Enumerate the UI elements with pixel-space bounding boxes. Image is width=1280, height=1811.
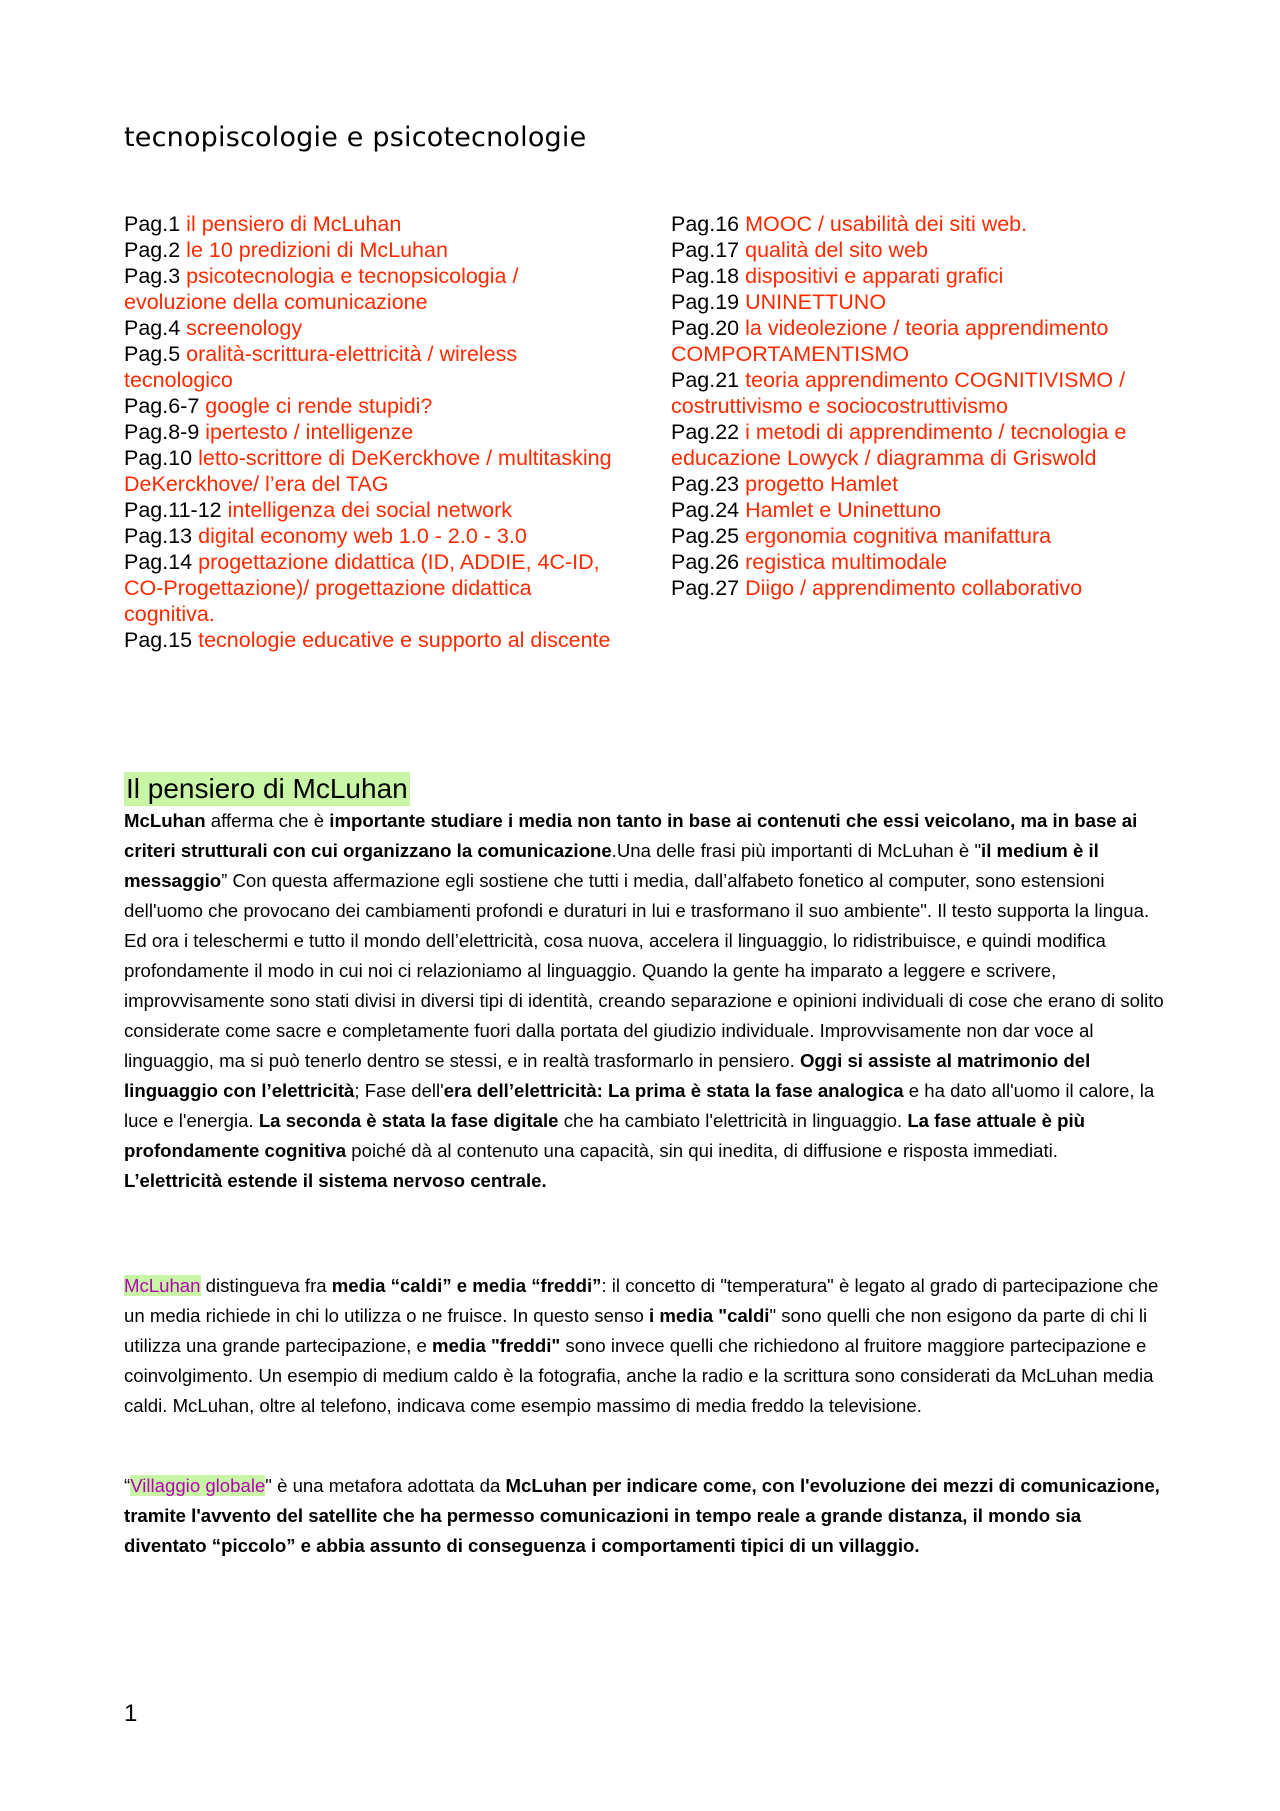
toc-item (124, 341, 624, 393)
bold-text: i media "caldi (649, 1305, 770, 1326)
toc-page-ref: Pag.8-9 (124, 420, 206, 444)
table-of-contents-left (124, 211, 624, 653)
toc-page-ref: Pag.13 (124, 524, 199, 548)
toc-item (671, 289, 1191, 315)
text-run: afferma che è (205, 810, 330, 831)
highlighted-term: Villaggio globale (130, 1475, 266, 1496)
toc-topic: google ci rende stupidi? (205, 394, 433, 418)
toc-item (671, 419, 1191, 471)
toc-item (124, 497, 624, 523)
toc-topic: dispositivi e apparati grafici (745, 264, 1004, 288)
toc-page-ref: Pag.6-7 (124, 394, 206, 418)
toc-page-ref: Pag.27 (671, 576, 746, 600)
toc-topic: letto-scrittore di DeKerckhove / multitasking DeKerckhove/ l’era del TAG (124, 446, 612, 496)
toc-topic: oralità-scrittura-elettricità / wireless tecnologico (124, 342, 518, 392)
toc-item (671, 523, 1191, 549)
toc-topic: ergonomia cognitiva manifattura (745, 524, 1052, 548)
bold-text: La fase attuale è più profondamente cognitiva (124, 1110, 1086, 1161)
toc-topic: qualità del sito web (745, 238, 928, 262)
bold-text: importante studiare i media non tanto in base ai contenuti che essi veicolano, ma in base ai criteri strutturali con cui organizzano la comunicazione (124, 810, 1138, 861)
highlighted-term: McLuhan (124, 1275, 201, 1296)
text-run: “ (124, 1475, 131, 1496)
text-run: ” Con questa affermazione egli sostiene che tutti i media, dall’alfabeto fonetico al computer, sono estensioni dell'uomo che provocano dei cambiamenti profondi e duraturi in lui e trasformano il suo ambiente". Il testo supporta la lingua. Ed ora i teleschermi e tutto il mondo dell’elettricità, cosa nuova, accelera il linguaggio, lo ridistribuisce, e quindi modifica profondamente il modo in cui noi ci relazioniamo al linguaggio. Quando la gente ha imparato a leggere e scrivere, improvvisamente sono stati divisi in diversi tipi di identità, creando separazione e opinioni individuali di cose che erano di solito considerate come sacre e completamente fuori dalla portata del giudizio individuale. Improvvisamente non dar voce al linguaggio, ma si può tenerlo dentro se stessi, e in realtà trasformarlo in pensiero. (124, 870, 1164, 1071)
toc-item (671, 549, 1191, 575)
toc-topic: psicotecnologia e tecnopsicologia / evoluzione della comunicazione (124, 264, 519, 314)
text-run: sono invece quelli che richiedono al fruitore maggiore partecipazione e coinvolgimento. Un esempio di medium caldo è la fotografia, anche la radio e la scrittura sono considerati da McLuhan media caldi. McLuhan, oltre al telefono, indicava come esempio massimo di media freddo la televisione. (124, 1335, 1154, 1416)
toc-item (124, 445, 624, 497)
toc-page-ref: Pag.24 (671, 498, 746, 522)
paragraph-global-village (124, 1471, 1164, 1561)
text-run: che ha cambiato l'elettricità in linguaggio. (558, 1110, 908, 1131)
bold-text: McLuhan (124, 810, 206, 831)
toc-page-ref: Pag.20 (671, 316, 746, 340)
toc-page-ref: Pag.11-12 (124, 498, 228, 522)
toc-item (671, 263, 1191, 289)
toc-page-ref: Pag.18 (671, 264, 746, 288)
toc-topic: tecnologie educative e supporto al discente (198, 628, 611, 652)
toc-page-ref: Pag.26 (671, 550, 746, 574)
toc-page-ref: Pag.10 (124, 446, 199, 470)
toc-topic: la videolezione / teoria apprendimento COMPORTAMENTISMO (671, 316, 1109, 366)
toc-topic: intelligenza dei social network (227, 498, 513, 522)
toc-topic: screenology (186, 316, 303, 340)
toc-item (124, 263, 624, 315)
toc-page-ref: Pag.4 (124, 316, 187, 340)
toc-topic: progetto Hamlet (745, 472, 899, 496)
toc-item (671, 211, 1191, 237)
bold-text: il medium è il messaggio (124, 840, 1099, 891)
toc-topic: digital economy web 1.0 - 2.0 - 3.0 (198, 524, 527, 548)
bold-text: Oggi si assiste al matrimonio del linguaggio con l’elettricità (124, 1050, 1091, 1101)
toc-item (124, 393, 624, 419)
text-run: " sono quelli che non esigono da parte di chi li utilizza una grande partecipazione, e (124, 1305, 1148, 1356)
table-of-contents-right (671, 211, 1191, 601)
toc-item (671, 237, 1191, 263)
toc-item (124, 523, 624, 549)
bold-text: media “caldi” e media “freddi” (331, 1275, 602, 1296)
toc-topic: MOOC / usabilità dei siti web. (745, 212, 1028, 236)
toc-topic: il pensiero di McLuhan (186, 212, 402, 236)
toc-item (124, 315, 624, 341)
paragraph-hot-cold-media (124, 1271, 1164, 1421)
text-run: " è una metafora adottata da (265, 1475, 506, 1496)
toc-topic: progettazione didattica (ID, ADDIE, 4C-ID, CO-Progettazione)/ progettazione didattica cognitiva. (124, 550, 600, 626)
toc-page-ref: Pag.5 (124, 342, 187, 366)
toc-item (124, 549, 624, 627)
bold-text: media "freddi" (432, 1335, 561, 1356)
toc-page-ref: Pag.14 (124, 550, 199, 574)
text-run: ; Fase dell' (354, 1080, 444, 1101)
toc-item (671, 575, 1191, 601)
toc-item (124, 237, 624, 263)
toc-page-ref: Pag.21 (671, 368, 746, 392)
toc-page-ref: Pag.15 (124, 628, 199, 652)
toc-page-ref: Pag.19 (671, 290, 746, 314)
toc-page-ref: Pag.22 (671, 420, 746, 444)
toc-topic: le 10 predizioni di McLuhan (186, 238, 448, 262)
section-title: Il pensiero di McLuhan (126, 773, 408, 804)
toc-item (124, 627, 624, 653)
text-run: distingueva fra (200, 1275, 332, 1296)
toc-topic: i metodi di apprendimento / tecnologia e educazione Lowyck / diagramma di Griswold (671, 420, 1127, 470)
page-number: 1 (124, 1700, 138, 1727)
bold-text: era dell’elettricità: La prima è stata la fase analogica (443, 1080, 904, 1101)
bold-text: L’elettricità estende il sistema nervoso centrale. (124, 1170, 547, 1191)
toc-item (671, 497, 1191, 523)
bold-text: McLuhan per indicare come, con l'evoluzione dei mezzi di comunicazione, tramite l'avvento del satellite che ha permesso comunicazioni in tempo reale a grande distanza, il mondo sia diventato “piccolo” e abbia assunto di conseguenza i comportamenti tipici di un villaggio. (124, 1475, 1160, 1556)
toc-topic: teoria apprendimento COGNITIVISMO / costruttivismo e sociocostruttivismo (671, 368, 1126, 418)
toc-topic: registica multimodale (745, 550, 948, 574)
bold-text: La seconda è stata la fase digitale (258, 1110, 559, 1131)
toc-page-ref: Pag.17 (671, 238, 746, 262)
toc-item (671, 471, 1191, 497)
toc-page-ref: Pag.2 (124, 238, 187, 262)
text-run: .Una delle frasi più importanti di McLuhan è " (611, 840, 982, 861)
toc-topic: ipertesto / intelligenze (205, 420, 414, 444)
toc-topic: UNINETTUNO (745, 290, 887, 314)
toc-item (671, 315, 1191, 367)
document-title: tecnopiscologie e psicotecnologie (124, 122, 587, 153)
text-run: e ha dato all'uomo il calore, la luce e l'energia. (124, 1080, 1155, 1131)
toc-item (124, 419, 624, 445)
toc-page-ref: Pag.23 (671, 472, 746, 496)
toc-topic: Hamlet e Uninettuno (745, 498, 942, 522)
toc-page-ref: Pag.16 (671, 212, 746, 236)
toc-topic: Diigo / apprendimento collaborativo (745, 576, 1083, 600)
text-run: poiché dà al contenuto una capacità, sin qui inedita, di diffusione e risposta immediati. (346, 1140, 1058, 1161)
text-run: : il concetto di "temperatura" è legato al grado di partecipazione che un media richiede in chi lo utilizza o ne fruisce. In questo senso (124, 1275, 1159, 1326)
toc-page-ref: Pag.3 (124, 264, 187, 288)
paragraph-mcluhan-thought (124, 806, 1164, 1196)
toc-item (124, 211, 624, 237)
toc-item (671, 367, 1191, 419)
toc-page-ref: Pag.1 (124, 212, 187, 236)
toc-page-ref: Pag.25 (671, 524, 746, 548)
